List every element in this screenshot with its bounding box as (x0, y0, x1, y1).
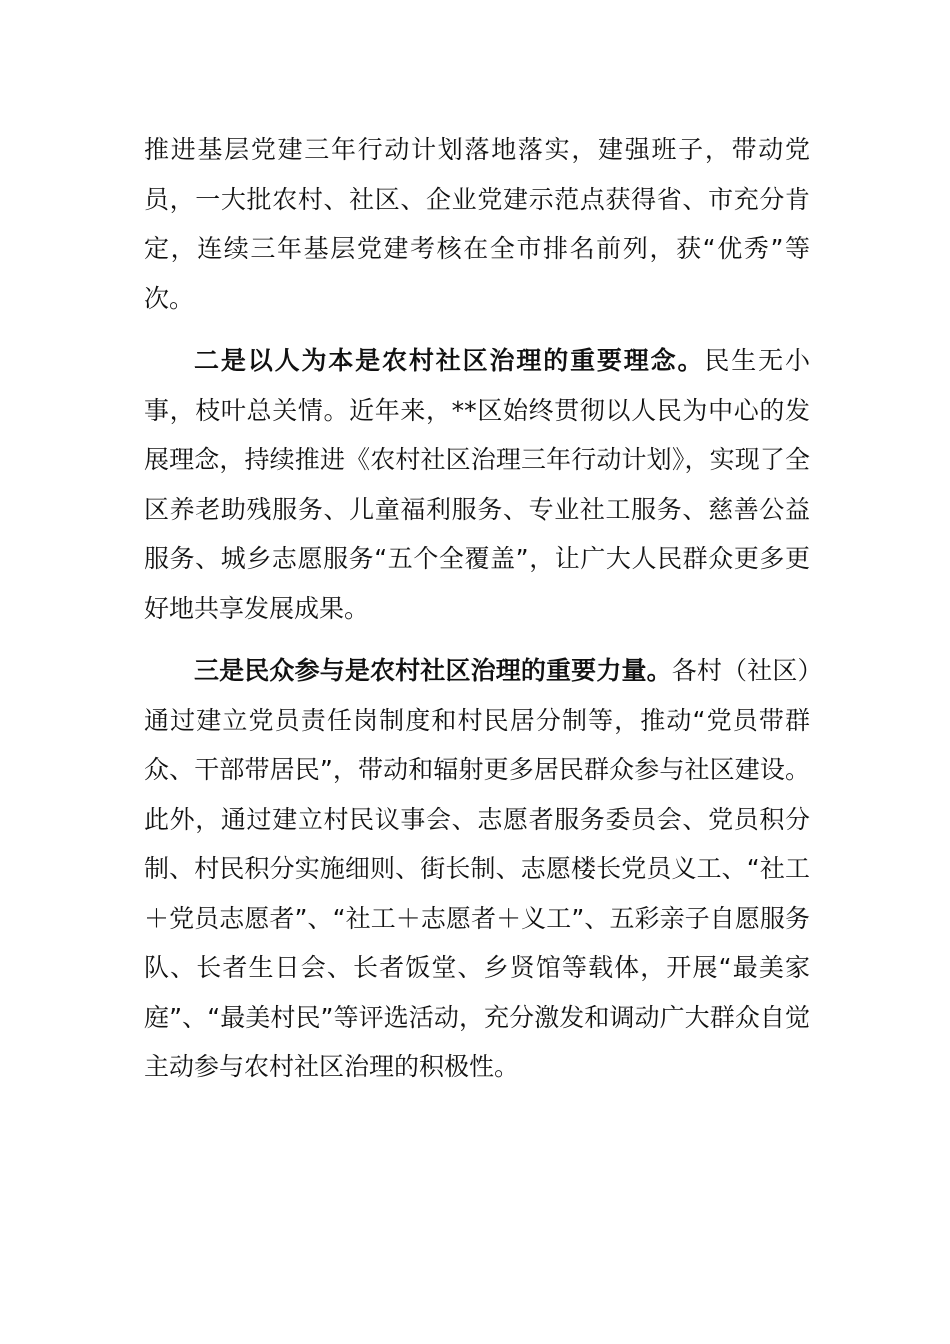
paragraph-2-text: 民生无小事，枝叶总关情。近年来，**区始终贯彻以人民为中心的发展理念，持续推进《农村社区治理三年行动计划》，实现了全区养老助残服务、儿童福利服务、专业社工服务、慈善公益服务、城乡志愿服务“五个全覆盖”，让广大人民群众更多更好地共享发展成果。 (144, 346, 810, 623)
paragraph-1-text: 推进基层党建三年行动计划落地落实，建强班子，带动党员，一大批农村、社区、企业党建示范点获得省、市充分肯定，连续三年基层党建考核在全市排名前列，获“优秀”等次。 (144, 135, 810, 313)
paragraph-2 (144, 336, 810, 633)
paragraph-1 (144, 125, 810, 323)
paragraph-2-heading: 二是以人为本是农村社区治理的重要理念。 (194, 346, 705, 375)
paragraph-3-heading: 三是民众参与是农村社区治理的重要力量。 (194, 656, 672, 685)
paragraph-3 (144, 646, 810, 1092)
document-body (144, 125, 810, 1105)
paragraph-3-text: 各村（社区）通过建立党员责任岗制度和村民居分制等，推动“党员带群众、干部带居民”，带动和辐射更多居民群众参与社区建设。此外，通过建立村民议事会、志愿者服务委员会、党员积分制、村民积分实施细则、街长制、志愿楼长党员义工、“社工＋党员志愿者”、“社工＋志愿者＋义工”、五彩亲子自愿服务队、长者生日会、长者饭堂、乡贤馆等载体，开展“最美家庭”、“最美村民”等评选活动，充分激发和调动广大群众自觉主动参与农村社区治理的积极性。 (144, 656, 810, 1081)
